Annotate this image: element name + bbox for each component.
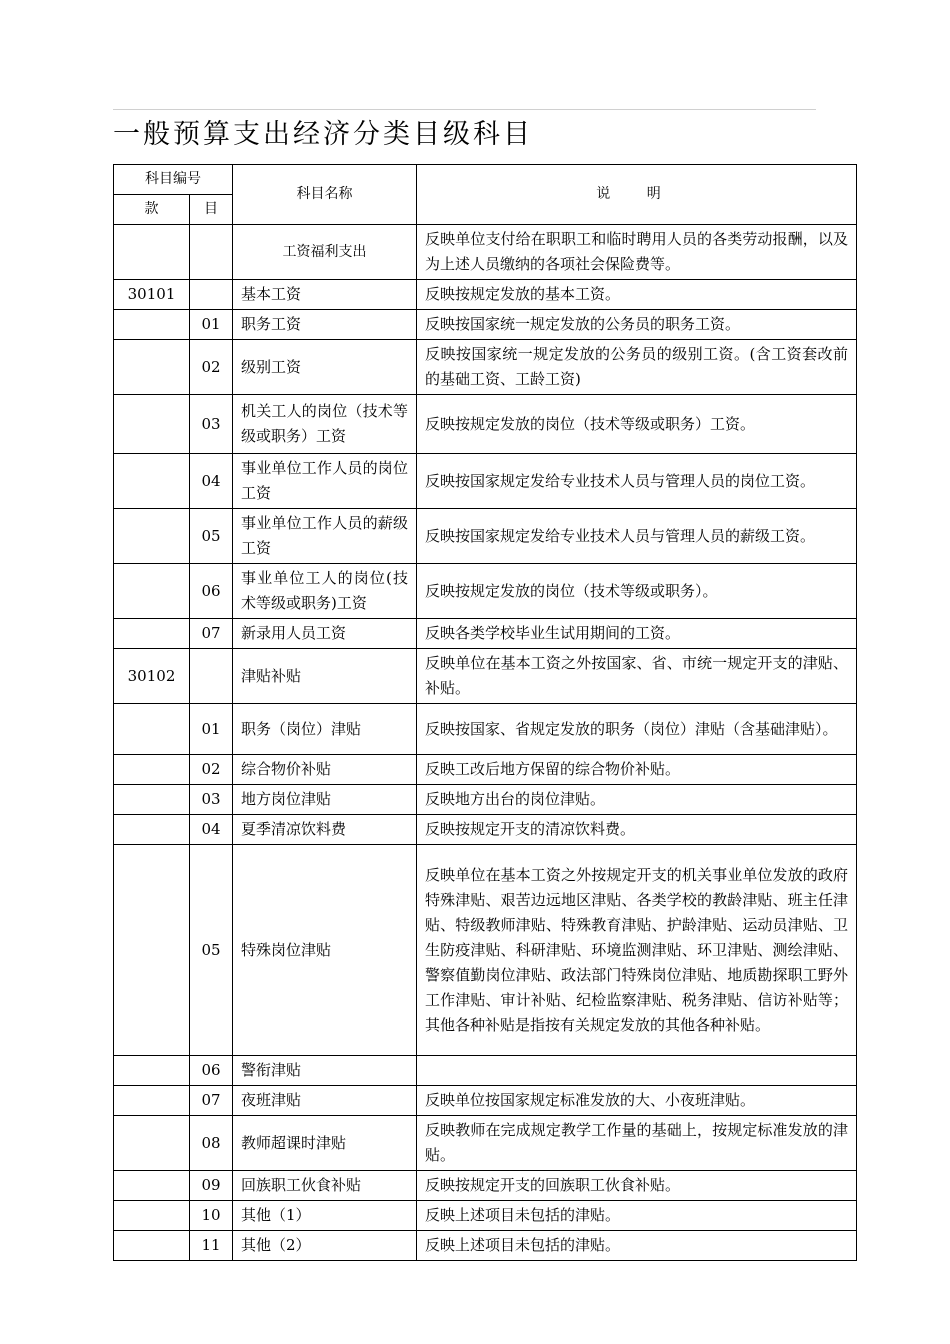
name-cell: 回族职工伙食补贴 [233, 1171, 417, 1201]
mu-cell: 08 [190, 1116, 233, 1171]
header-mu: 目 [190, 195, 233, 225]
kuan-cell [114, 395, 190, 454]
mu-cell: 07 [190, 619, 233, 649]
kuan-cell [114, 619, 190, 649]
table-body [114, 225, 857, 1261]
description-cell: 反映各类学校毕业生试用期间的工资。 [417, 619, 857, 649]
mu-cell [190, 225, 233, 280]
description-cell: 反映按规定发放的岗位（技术等级或职务）工资。 [417, 395, 857, 454]
name-cell: 夜班津贴 [233, 1086, 417, 1116]
name-cell: 工资福利支出 [233, 225, 417, 280]
table-row [114, 454, 857, 509]
description-cell: 反映上述项目未包括的津贴。 [417, 1231, 857, 1261]
mu-cell: 01 [190, 310, 233, 340]
name-cell: 事业单位工人的岗位(技术等级或职务)工资 [233, 564, 417, 619]
description-cell [417, 1056, 857, 1086]
kuan-cell [114, 340, 190, 395]
mu-cell: 07 [190, 1086, 233, 1116]
table-row [114, 704, 857, 755]
table-row [114, 755, 857, 785]
description-cell: 反映按规定开支的回族职工伙食补贴。 [417, 1171, 857, 1201]
table-row [114, 225, 857, 280]
mu-cell: 03 [190, 395, 233, 454]
header-rule [113, 109, 816, 110]
description-cell: 反映按国家规定发给专业技术人员与管理人员的岗位工资。 [417, 454, 857, 509]
kuan-cell [114, 1086, 190, 1116]
description-cell: 反映按国家、省规定发放的职务（岗位）津贴（含基础津贴）。 [417, 704, 857, 755]
table-row [114, 815, 857, 845]
description-cell: 反映按规定开支的清凉饮料费。 [417, 815, 857, 845]
header-code-group: 科目编号 [114, 165, 233, 195]
name-cell: 地方岗位津贴 [233, 785, 417, 815]
name-cell: 事业单位工作人员的岗位工资 [233, 454, 417, 509]
kuan-cell [114, 509, 190, 564]
mu-cell: 01 [190, 704, 233, 755]
table-row [114, 1056, 857, 1086]
kuan-cell [114, 454, 190, 509]
mu-cell: 02 [190, 340, 233, 395]
table-row [114, 1116, 857, 1171]
kuan-cell [114, 785, 190, 815]
name-cell: 职务（岗位）津贴 [233, 704, 417, 755]
name-cell: 基本工资 [233, 280, 417, 310]
description-cell: 反映按国家规定发给专业技术人员与管理人员的薪级工资。 [417, 509, 857, 564]
description-cell: 反映单位支付给在职职工和临时聘用人员的各类劳动报酬，以及为上述人员缴纳的各项社会保险费等。 [417, 225, 857, 280]
name-cell: 夏季清凉饮料费 [233, 815, 417, 845]
header-row [114, 165, 857, 195]
table-row [114, 845, 857, 1056]
description-cell: 反映按国家统一规定发放的公务员的职务工资。 [417, 310, 857, 340]
table-row [114, 509, 857, 564]
table-row [114, 310, 857, 340]
kuan-cell [114, 310, 190, 340]
table-row [114, 564, 857, 619]
mu-cell [190, 649, 233, 704]
kuan-cell [114, 815, 190, 845]
mu-cell: 04 [190, 815, 233, 845]
kuan-cell: 30102 [114, 649, 190, 704]
name-cell: 特殊岗位津贴 [233, 845, 417, 1056]
table-row [114, 785, 857, 815]
mu-cell: 04 [190, 454, 233, 509]
kuan-cell [114, 1171, 190, 1201]
header-name: 科目名称 [233, 165, 417, 225]
account-table [113, 164, 857, 1261]
table-row [114, 619, 857, 649]
kuan-cell [114, 704, 190, 755]
kuan-cell [114, 1231, 190, 1261]
mu-cell: 05 [190, 509, 233, 564]
table-row [114, 1201, 857, 1231]
kuan-cell: 30101 [114, 280, 190, 310]
kuan-cell [114, 564, 190, 619]
table-row [114, 340, 857, 395]
mu-cell: 03 [190, 785, 233, 815]
mu-cell: 06 [190, 564, 233, 619]
description-cell: 反映按国家统一规定发放的公务员的级别工资。(含工资套改前的基础工资、工龄工资) [417, 340, 857, 395]
table-row [114, 1231, 857, 1261]
description-cell: 反映按规定发放的岗位（技术等级或职务）。 [417, 564, 857, 619]
table-row [114, 1086, 857, 1116]
name-cell: 新录用人员工资 [233, 619, 417, 649]
name-cell: 津贴补贴 [233, 649, 417, 704]
mu-cell: 06 [190, 1056, 233, 1086]
mu-cell: 05 [190, 845, 233, 1056]
description-cell: 反映单位在基本工资之外按规定开支的机关事业单位发放的政府特殊津贴、艰苦边远地区津贴、各类学校的教龄津贴、班主任津贴、特级教师津贴、特殊教育津贴、护龄津贴、运动员津贴、卫生防疫津贴、科研津贴、环境监测津贴、环卫津贴、测绘津贴、警察值勤岗位津贴、政法部门特殊岗位津贴、地质勘探职工野外工作津贴、审计补贴、纪检监察津贴、税务津贴、信访补贴等；其他各种补贴是指按有关规定发放的其他各种补贴。 [417, 845, 857, 1056]
name-cell: 其他（2） [233, 1231, 417, 1261]
mu-cell: 02 [190, 755, 233, 785]
mu-cell: 09 [190, 1171, 233, 1201]
description-cell: 反映地方出台的岗位津贴。 [417, 785, 857, 815]
description-cell: 反映教师在完成规定教学工作量的基础上，按规定标准发放的津贴。 [417, 1116, 857, 1171]
name-cell: 其他（1） [233, 1201, 417, 1231]
kuan-cell [114, 1116, 190, 1171]
kuan-cell [114, 845, 190, 1056]
description-cell: 反映单位在基本工资之外按国家、省、市统一规定开支的津贴、补贴。 [417, 649, 857, 704]
name-cell: 职务工资 [233, 310, 417, 340]
header-kuan: 款 [114, 195, 190, 225]
name-cell: 级别工资 [233, 340, 417, 395]
table-row [114, 395, 857, 454]
kuan-cell [114, 755, 190, 785]
name-cell: 警衔津贴 [233, 1056, 417, 1086]
table-row [114, 649, 857, 704]
mu-cell: 11 [190, 1231, 233, 1261]
description-cell: 反映上述项目未包括的津贴。 [417, 1201, 857, 1231]
name-cell: 机关工人的岗位（技术等级或职务）工资 [233, 395, 417, 454]
header-description: 说 明 [417, 165, 857, 225]
mu-cell: 10 [190, 1201, 233, 1231]
name-cell: 事业单位工作人员的薪级工资 [233, 509, 417, 564]
description-cell: 反映工改后地方保留的综合物价补贴。 [417, 755, 857, 785]
table-row [114, 1171, 857, 1201]
mu-cell [190, 280, 233, 310]
kuan-cell [114, 1201, 190, 1231]
table-row [114, 280, 857, 310]
kuan-cell [114, 1056, 190, 1086]
document-title: 一般预算支出经济分类目级科目 [113, 119, 533, 150]
description-cell: 反映按规定发放的基本工资。 [417, 280, 857, 310]
description-cell: 反映单位按国家规定标准发放的大、小夜班津贴。 [417, 1086, 857, 1116]
name-cell: 教师超课时津贴 [233, 1116, 417, 1171]
name-cell: 综合物价补贴 [233, 755, 417, 785]
kuan-cell [114, 225, 190, 280]
